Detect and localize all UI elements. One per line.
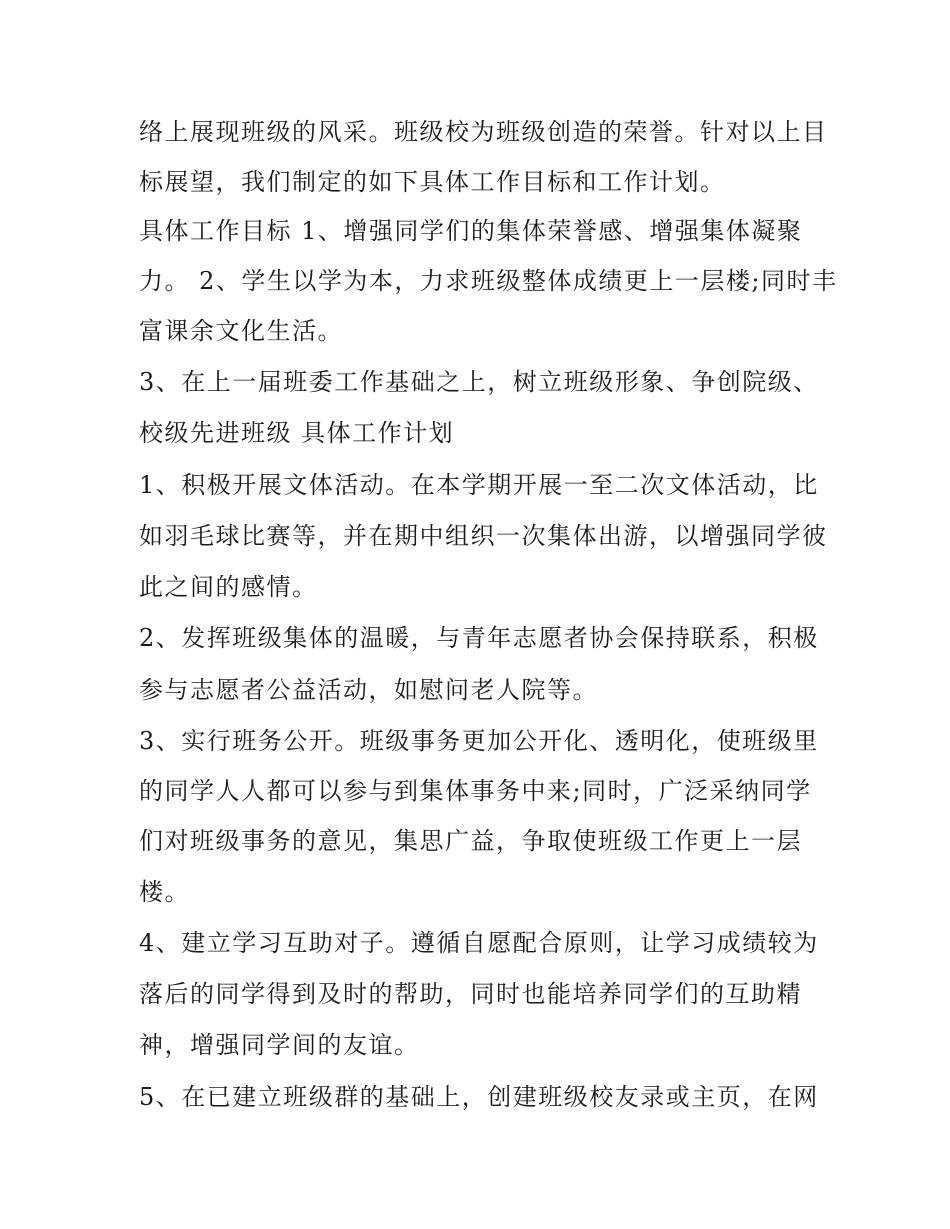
text-line: 富课余文化生活。 [139,317,343,345]
text-line: 标展望，我们制定的如下具体工作目标和工作计划。 [139,168,726,196]
text-line: 络上展现班级的风采。班级校为班级创造的荣誉。针对以上目 [139,118,828,146]
text-line: 此之间的感情。 [139,573,318,601]
text-line: 参与志愿者公益活动，如慰问老人院等。 [139,676,598,704]
text-line: 如羽毛球比赛等，并在期中组织一次集体出游，以增强同学彼 [139,522,828,550]
text-line: 5、在已建立班级群的基础上，创建班级校友录或主页，在网 [139,1083,819,1111]
text-line: 3、实行班务公开。班级事务更加公开化、透明化，使班级里 [139,727,819,755]
text-line: 3、在上一届班委工作基础之上，树立班级形象、争创院级、 [139,368,819,396]
text-line: 校级先进班级 具体工作计划 [139,419,455,447]
text-line: 楼。 [139,878,190,906]
text-line: 具体工作目标 1、增强同学们的集体荣誉感、增强集体凝聚 [139,217,803,245]
text-line: 们对班级事务的意见，集思广益，争取使班级工作更上一层 [139,827,802,855]
text-line: 力。 2、学生以学为本，力求班级整体成绩更上一层楼;同时丰 [139,267,838,295]
text-line: 落后的同学得到及时的帮助，同时也能培养同学们的互助精 [139,980,802,1008]
text-line: 4、建立学习互助对子。遵循自愿配合原则，让学习成绩较为 [139,929,819,957]
text-line: 2、发挥班级集体的温暖，与青年志愿者协会保持联系，积极 [139,624,819,652]
text-line: 的同学人人都可以参与到集体事务中来;同时，广泛采纳同学 [139,777,812,805]
text-line: 神，增强同学间的友谊。 [139,1031,420,1059]
text-line: 1、积极开展文体活动。在本学期开展一至二次文体活动，比 [139,471,819,499]
